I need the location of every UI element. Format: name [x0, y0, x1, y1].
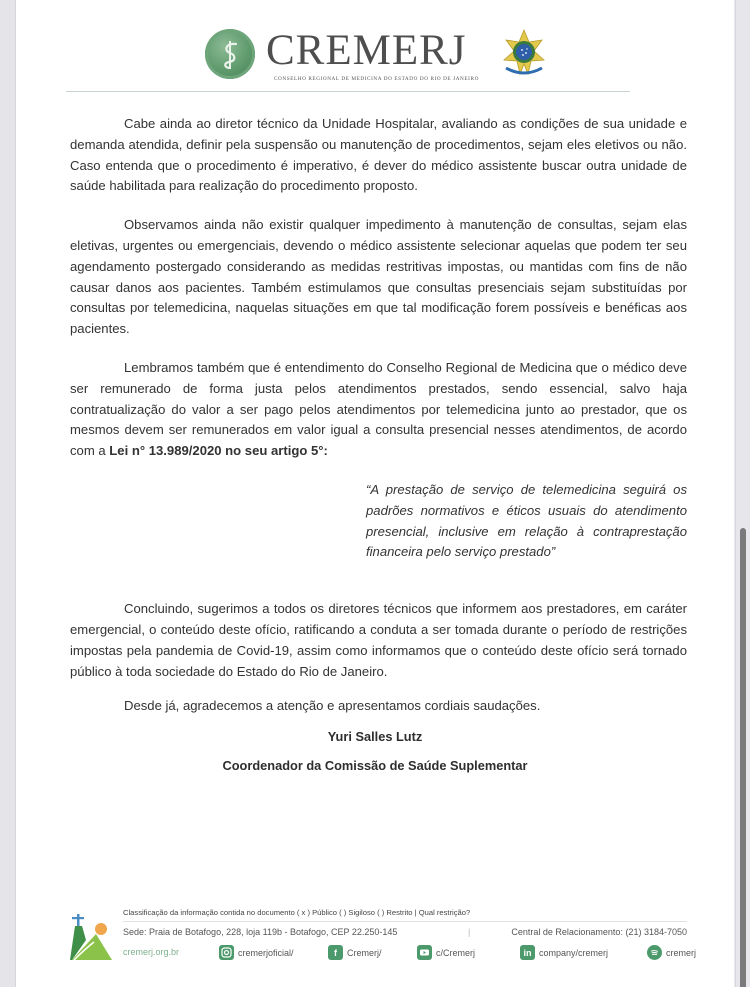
social-linkedin[interactable]: [520, 945, 608, 960]
social-facebook[interactable]: [328, 945, 382, 960]
social-youtube[interactable]: [417, 945, 475, 960]
rio-landscape-logo-icon: [68, 912, 114, 964]
law-reference: Lei n° 13.989/2020 no seu artigo 5°:: [109, 443, 328, 459]
address-line: [123, 927, 687, 937]
linkedin-icon: in: [520, 945, 535, 960]
website-link[interactable]: cremerj.org.br: [123, 947, 180, 957]
cremerj-caduceus-logo-icon: [205, 29, 255, 79]
instagram-icon: [219, 945, 234, 960]
youtube-icon: [417, 945, 432, 960]
brand-name: CREMERJ: [266, 27, 467, 74]
address: Sede: Praia de Botafogo, 228, loja 119b - Botafogo, CEP 22.250-145: [123, 927, 398, 937]
header-divider: [66, 91, 630, 92]
classification-line: Classificação da informação contida no documento ( x ) Público ( ) Sigiloso ( ) Restrito | Qual restrição?: [123, 908, 471, 917]
letter-body: [70, 114, 687, 735]
linkedin-handle: company/cremerj: [539, 947, 609, 958]
paragraph-3: [70, 358, 687, 462]
paragraph-4: Concluindo, sugerimos a todos os diretores técnicos que informem aos prestadores, em caráter emergencial, o conteúdo deste ofício, ratificando a conduta a ser tomada durante o período de restrições impostas pela pandemia de Covid-19, assim como informamos que o conteúdo deste ofício será tornado público à toda sociedade do Estado do Rio de Janeiro.: [70, 601, 687, 679]
signatory-title: Coordenador da Comissão de Saúde Suplementar: [222, 758, 528, 773]
facebook-icon: f: [328, 945, 343, 960]
paragraph-3-text: Lembramos também que é entendimento do Conselho Regional de Medicina que o médico deve ser remunerado de forma justa pelos atendimentos prestados, sendo essencial, salvo haja contratualização do valor a ser pago pelos atendimentos por telemedicina junto ao prestador, que os mesmos devem ser remunerados em valor igual a consulta presencial nesses atendimentos, de acordo com a: [70, 359, 687, 459]
social-links: [123, 945, 697, 963]
paragraph-2: Observamos ainda não existir qualquer impedimento à manutenção de consultas, sejam elas eletivas, urgentes ou emergenciais, devendo o médico assistente selecionar aquelas que podem ter seu agendamento postergado considerando as medidas restritivas impostas, ou mantidas com fins de não causar danos aos pacientes. Também estimulamos que consultas presenciais sejam substituídas por consultas por telemedicina, naquelas situações em que tal modificação forem possíveis e benéficas aos pacientes.: [70, 217, 687, 337]
footer-divider: [123, 921, 687, 922]
vertical-scrollbar[interactable]: [735, 0, 750, 987]
central-phone: Central de Relacionamento: (21) 3184-7050: [511, 927, 687, 937]
scrollbar-thumb[interactable]: [740, 528, 746, 987]
facebook-handle: Cremerj/: [347, 947, 382, 958]
spotify-handle: cremerj: [666, 947, 697, 958]
paragraph-1: Cabe ainda ao diretor técnico da Unidade Hospitalar, avaliando as condições de sua unidade e demanda atendida, definir pela suspensão ou manutenção de procedimentos, sejam eles eletivos ou não. Caso entenda que o procedimento é imperativo, é dever do médico assistente buscar outra unidade de saúde habilitada para realização do procedimento proposto.: [70, 116, 687, 194]
paragraph-5: Desde já, agradecemos a atenção e apresentamos cordiais saudações.: [124, 698, 541, 714]
brazil-coat-of-arms-icon: [498, 28, 550, 80]
law-quote: “A prestação de serviço de telemedicina seguirá os padrões normativos e éticos usuais do atendimento presencial, inclusive em relação à contraprestação financeira pelo serviço prestado”: [366, 481, 687, 560]
document-page: [16, 0, 734, 987]
brand-subtitle: CONSELHO REGIONAL DE MEDICINA DO ESTADO DO RIO DE JANEIRO: [274, 76, 479, 82]
social-spotify[interactable]: [647, 945, 696, 960]
social-instagram[interactable]: [219, 945, 294, 960]
signatory-name: Yuri Salles Lutz: [327, 729, 423, 744]
address-separator: |: [468, 927, 471, 937]
spotify-icon: [647, 945, 662, 960]
youtube-handle: c/Cremerj: [436, 947, 476, 958]
instagram-handle: cremerjoficial/: [238, 947, 294, 958]
viewer-left-margin: [0, 0, 16, 987]
letterhead: [16, 0, 734, 95]
